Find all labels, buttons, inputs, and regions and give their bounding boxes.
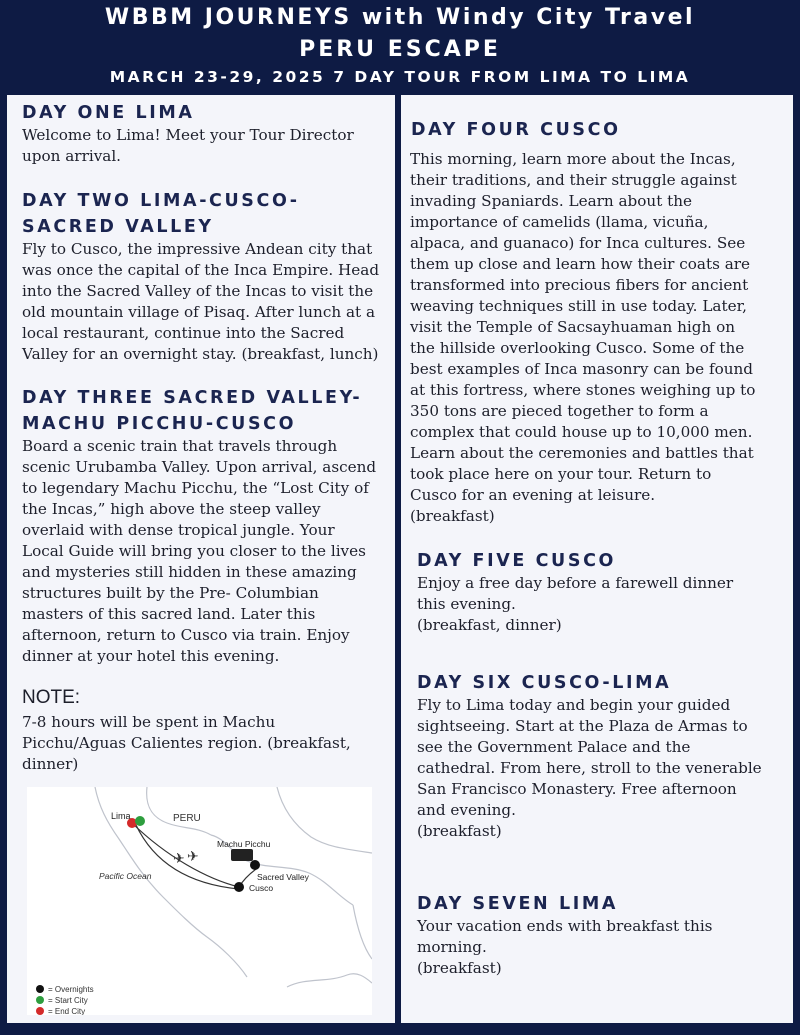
legend-end-city: = End City	[48, 1007, 86, 1015]
day-two-text	[22, 239, 379, 365]
text-line: Enjoy a free day before a farewell dinner	[417, 574, 734, 592]
text-line: Valley for an overnight stay. (breakfast, lunch)	[22, 345, 379, 363]
title-line: MACHU PICCHU-CUSCO	[22, 414, 297, 434]
day-four-title	[411, 117, 621, 143]
text-line: best examples of Inca masonry can be found	[410, 360, 753, 378]
legend-overnights: = Overnights	[48, 985, 94, 994]
day-six-text	[417, 695, 762, 842]
text-line: into the Sacred Valley of the Incas to visit the	[22, 282, 374, 300]
train-icon	[231, 849, 253, 861]
day-seven-title	[417, 891, 618, 917]
text-line: afternoon, return to Cusco via train. Enjoy	[22, 626, 350, 644]
day-three-title	[22, 385, 362, 437]
text-line: 7-8 hours will be spent in Machu	[22, 713, 276, 731]
text-line: visit the Temple of Sacsayhuaman high on	[410, 318, 736, 336]
text-line: old mountain village of Pisaq. After lunch at a	[22, 303, 375, 321]
map-label-sacred-valley: Sacred Valley	[257, 872, 309, 882]
text-line: this evening.	[417, 595, 516, 613]
text-line: structures built by the Pre- Columbian	[22, 584, 319, 602]
text-line: was once the capital of the Inca Empire. Head	[22, 261, 380, 279]
text-line: Fly to Cusco, the impressive Andean city that	[22, 240, 373, 258]
text-line: and evening.	[417, 801, 516, 819]
text-line: cathedral. From here, stroll to the venerable	[417, 759, 762, 777]
text-line: their traditions, and their struggle against	[410, 171, 737, 189]
text-line: Learn about the ceremonies and battles that	[410, 444, 754, 462]
text-line: masters of this sacred land. Later this	[22, 605, 316, 623]
text-line: (breakfast)	[410, 507, 495, 525]
text-line: to legendary Machu Picchu, the “Lost City of	[22, 479, 369, 497]
text-line: scenic Urubamba Valley. Upon arrival, ascend	[22, 458, 377, 476]
tour-name: PERU ESCAPE	[299, 37, 501, 62]
day-five-text	[417, 573, 733, 636]
text-line: transformed into precious fibers for ancient	[410, 276, 749, 294]
route-map	[27, 787, 372, 1015]
overnight-marker-sacred-valley	[250, 860, 260, 870]
text-line: Cusco for an evening at leisure.	[410, 486, 656, 504]
text-line: This morning, learn more about the Incas,	[410, 150, 736, 168]
day-one-title	[22, 100, 195, 126]
map-label-machu-picchu: Machu Picchu	[217, 839, 271, 849]
text-line: San Francisco Monastery. Free afternoon	[417, 780, 737, 798]
map-label-pacific: Pacific Ocean	[99, 871, 152, 881]
text-line: invading Spaniards. Learn about the	[410, 192, 692, 210]
day-four-text	[410, 149, 755, 527]
text-line: morning.	[417, 938, 487, 956]
left-column	[7, 95, 395, 1023]
day-one-text	[22, 125, 354, 167]
text-line: overlaid with dense tropical jungle. Your	[22, 521, 335, 539]
legend-overnight-dot	[36, 985, 44, 993]
text-line: Your vacation ends with breakfast this	[417, 917, 713, 935]
text-line: Board a scenic train that travels through	[22, 437, 338, 455]
text-line: dinner at your hotel this evening.	[22, 647, 280, 665]
title-line: DAY SEVEN LIMA	[417, 894, 618, 914]
overnight-marker-cusco	[234, 882, 244, 892]
right-column	[401, 95, 793, 1023]
note-text	[22, 712, 351, 775]
text-line: at this fortress, where stones weighing up to	[410, 381, 756, 399]
map-label-cusco: Cusco	[249, 883, 274, 893]
day-seven-text	[417, 916, 712, 979]
text-line: 350 tons are pieced together to form a	[410, 402, 709, 420]
text-line: Picchu/Aguas Calientes region. (breakfast,	[22, 734, 351, 752]
map-label-lima: Lima	[111, 811, 131, 821]
text-line: the hillside overlooking Cusco. Some of the	[410, 339, 745, 357]
text-line: Fly to Lima today and begin your guided	[417, 696, 731, 714]
page-header	[0, 0, 800, 92]
text-line: weaving techniques still in use today. Later,	[410, 297, 747, 315]
text-line: upon arrival.	[22, 147, 122, 165]
title-line: SACRED VALLEY	[22, 217, 214, 237]
text-line: sightseeing. Start at the Plaza de Armas to	[417, 717, 748, 735]
plane-icon: ✈	[187, 849, 199, 865]
map-label-peru: PERU	[173, 813, 201, 824]
text-line: alpaca, and guanaco) for Inca cultures. See	[410, 234, 746, 252]
plane-icon: ✈	[173, 851, 185, 867]
text-line: them up close and learn how their coats are	[410, 255, 751, 273]
title-line: DAY TWO LIMA-CUSCO-	[22, 191, 300, 211]
text-line: took place here on your tour. Return to	[410, 465, 712, 483]
legend-end-dot	[36, 1007, 44, 1015]
text-line: local restaurant, continue into the Sacred	[22, 324, 345, 342]
day-five-title	[417, 548, 616, 574]
text-line: Welcome to Lima! Meet your Tour Director	[22, 126, 354, 144]
text-line: see the Government Palace and the	[417, 738, 691, 756]
legend-start-dot	[36, 996, 44, 1004]
note-title: NOTE:	[22, 687, 81, 708]
title-line: DAY ONE LIMA	[22, 103, 195, 123]
day-six-title	[417, 670, 671, 696]
text-line: complex that could house up to 10,000 men.	[410, 423, 753, 441]
text-line: importance of camelids (llama, vicuña,	[410, 213, 709, 231]
text-line: and mysteries still hidden in these amazing	[22, 563, 357, 581]
title-line: DAY FIVE CUSCO	[417, 551, 616, 571]
header-title: WBBM JOURNEYS with Windy City Travel	[104, 5, 696, 30]
day-two-title	[22, 188, 300, 240]
day-three-text	[22, 436, 376, 667]
start-city-marker	[135, 816, 145, 826]
text-line: (breakfast)	[417, 822, 502, 840]
text-line: (breakfast, dinner)	[417, 616, 562, 634]
title-line: DAY THREE SACRED VALLEY-	[22, 388, 363, 408]
title-line: DAY SIX CUSCO-LIMA	[417, 673, 672, 693]
text-line: Local Guide will bring you closer to the lives	[22, 542, 366, 560]
text-line: (breakfast)	[417, 959, 502, 977]
text-line: the Incas,” high above the steep valley	[22, 500, 321, 518]
text-line: dinner)	[22, 755, 79, 773]
tour-dates: MARCH 23-29, 2025 7 DAY TOUR FROM LIMA TO LIMA	[109, 68, 691, 86]
legend-start-city: = Start City	[48, 996, 88, 1005]
title-line: DAY FOUR CUSCO	[411, 120, 621, 140]
